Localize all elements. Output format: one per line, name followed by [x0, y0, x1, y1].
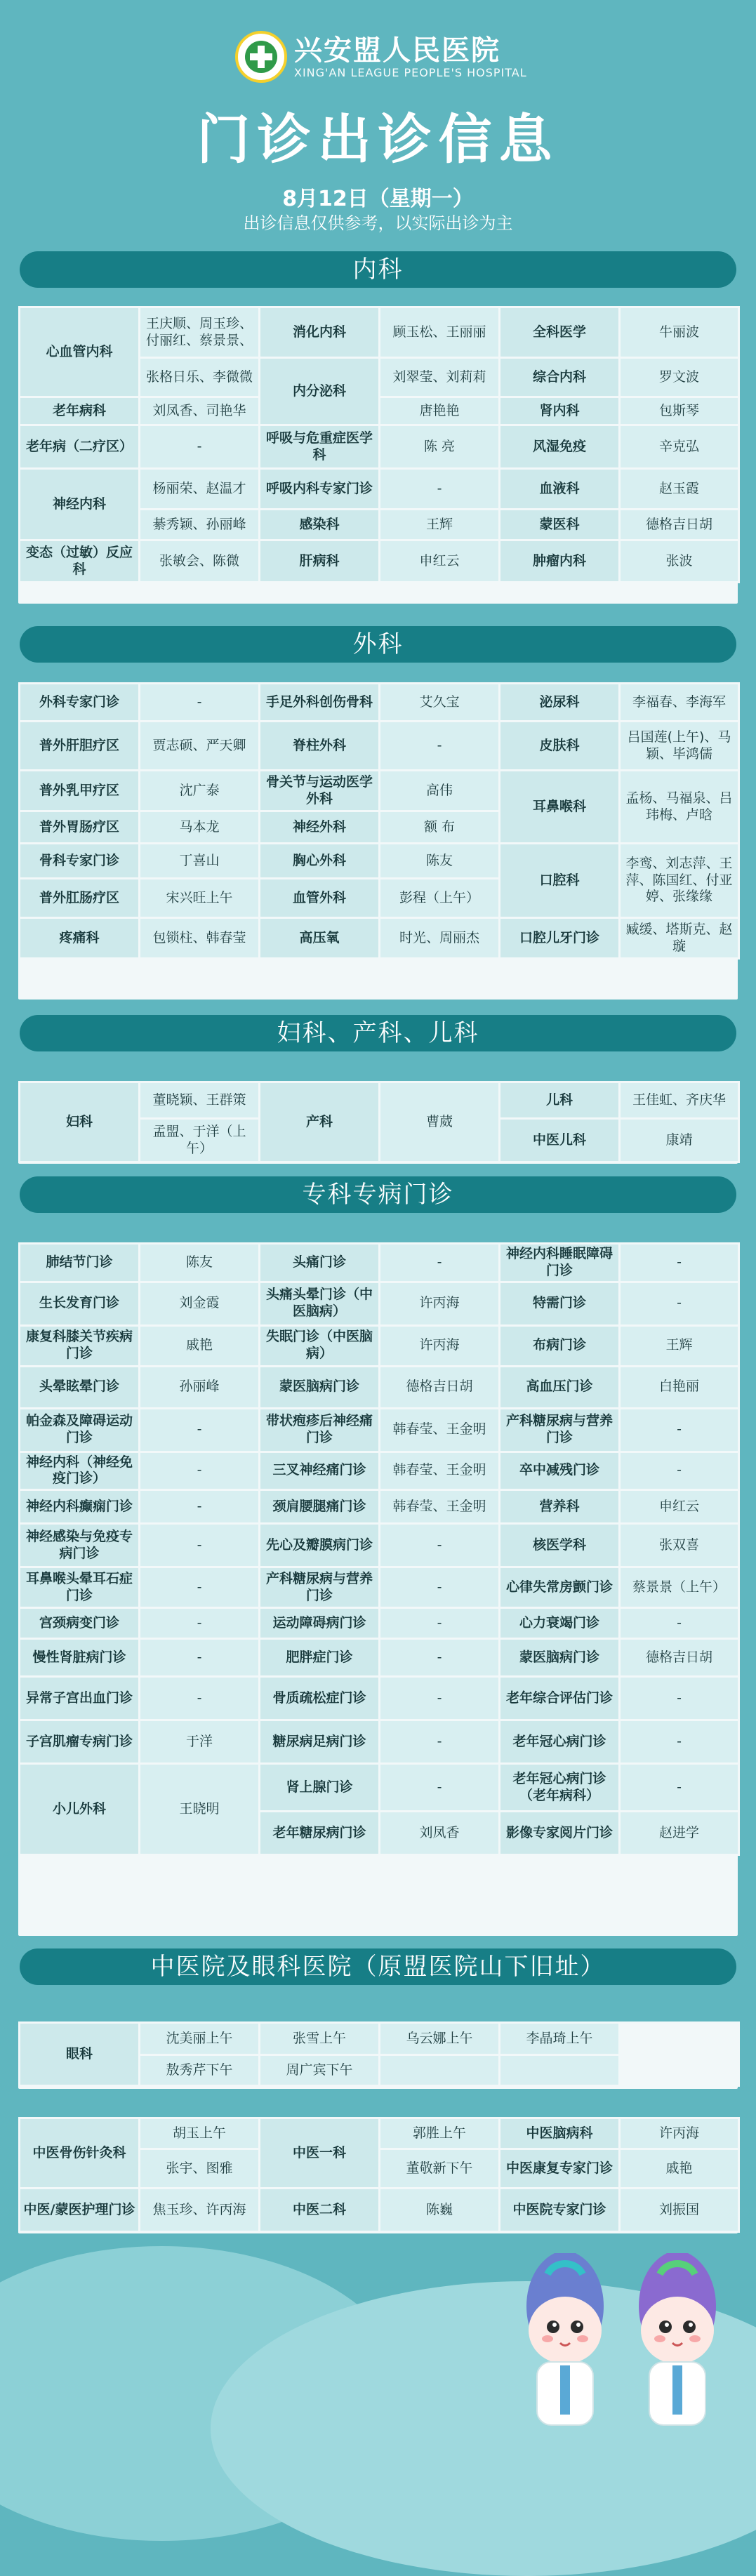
doctor-geriatrics: 刘凤香、司艳华: [140, 397, 260, 425]
specialty-clinic: 产科糖尿病与营养门诊: [260, 1567, 380, 1608]
doctor-gi: 马本龙: [140, 811, 260, 844]
specialty-clinic: 异常子宫出血门诊: [20, 1677, 140, 1720]
specialty-row: [20, 1452, 739, 1490]
specialty-clinic: 慢性肾脏病门诊: [20, 1639, 140, 1677]
specialty-doctor: -: [140, 1567, 260, 1608]
doctor-rehab-expert: 戚艳: [620, 2149, 739, 2189]
specialty-doctor: 刘金霞: [140, 1282, 260, 1325]
doctor-tcm-expert: 刘振国: [620, 2189, 739, 2232]
hospital-logo-icon: [235, 31, 287, 83]
dept-pain: 疼痛科: [20, 918, 140, 959]
specialty-clinic: 头晕眩晕门诊: [20, 1366, 140, 1408]
specialty-row: [20, 1408, 739, 1452]
dept-eye: 眼科: [20, 2023, 140, 2086]
dept-breast: 普外乳甲疗区: [20, 771, 140, 811]
doctor-hema: 赵玉霞: [620, 469, 739, 510]
doctor-general: 牛丽波: [620, 307, 739, 358]
specialty-clinic: 产科糖尿病与营养门诊: [500, 1408, 620, 1452]
doctor-breast: 沈广泰: [140, 771, 260, 811]
doctor-liver: 贾志硕、严天卿: [140, 722, 260, 771]
surgery-panel: [18, 682, 738, 1000]
specialty-clinic: 子宫肌瘤专病门诊: [20, 1720, 140, 1764]
specialty-doctor: -: [380, 1677, 500, 1720]
obgyn-panel: [18, 1081, 738, 1164]
dept-general: 全科医学: [500, 307, 620, 358]
doctor-infect: 王辉: [380, 510, 500, 540]
specialty-clinic: 心律失常房颤门诊: [500, 1567, 620, 1608]
specialty-clinic: 卒中减残门诊: [500, 1452, 620, 1490]
specialty-doctor: 陈友: [140, 1244, 260, 1282]
specialty-doctor: 德格吉日胡: [620, 1639, 739, 1677]
doctor-respiratory: 陈 亮: [380, 425, 500, 469]
dept-allergy: 变态（过敏）反应科: [20, 540, 140, 583]
specialty-clinic: 神经内科癫痫门诊: [20, 1490, 140, 1524]
specialty-doctor: 白艳丽: [620, 1366, 739, 1408]
specialty-row: [20, 1677, 739, 1720]
doctor-anal: 宋兴旺上午: [140, 879, 260, 918]
specialty-doctor: -: [620, 1408, 739, 1452]
specialty-doctor: -: [380, 1639, 500, 1677]
dept-ped: 儿科: [500, 1082, 620, 1119]
specialty-doctor: -: [380, 1524, 500, 1567]
doctor-tcm-1-2: 董敬新下午: [380, 2149, 500, 2189]
dept-liver: 普外肝胆疗区: [20, 722, 140, 771]
specialty-row: [20, 1639, 739, 1677]
specialty-doctor: 蔡景景（上午）: [620, 1567, 739, 1608]
doctor-resp-expert: -: [380, 469, 500, 510]
dept-tcm-2: 中医二科: [260, 2189, 380, 2232]
dept-tcm-ped: 中医儿科: [500, 1119, 620, 1162]
specialty-doctor: -: [140, 1452, 260, 1490]
section-internal-medicine: 内科: [20, 251, 736, 288]
doctor-ped: 王佳虹、齐庆华: [620, 1082, 739, 1119]
dept-spine: 脊柱外科: [260, 722, 380, 771]
specialty-doctor: -: [620, 1720, 739, 1764]
doctor-neurosurg: 额 布: [380, 811, 500, 844]
specialty-doctor: -: [380, 1608, 500, 1639]
doctor-oral: 李鸾、刘志萍、王萍、陈国红、付亚婷、张缘缘: [620, 844, 739, 918]
doctor-tcm-bone-2: 张宇、图雅: [140, 2149, 260, 2189]
doctor-hbo: 时光、周丽杰: [380, 918, 500, 959]
specialty-clinic: 老年冠心病门诊: [500, 1720, 620, 1764]
dept-tcm-1: 中医一科: [260, 2118, 380, 2189]
section-tcm-eye: 中医院及眼科医院（原盟医院山下旧址）: [20, 1948, 736, 1985]
specialty-clinic: 神经感染与免疫专病门诊: [20, 1524, 140, 1567]
specialty-clinic: 康复科膝关节疾病门诊: [20, 1325, 140, 1366]
dept-derm: 皮肤科: [500, 722, 620, 771]
specialty-doctor: -: [140, 1608, 260, 1639]
tcm-table: [18, 2117, 740, 2233]
dept-implant: 口腔儿牙门诊: [500, 918, 620, 959]
dept-gastro: 消化内科: [260, 307, 380, 358]
dept-peds-surg: 小儿外科: [20, 1764, 140, 1855]
specialty-clinic: 核医学科: [500, 1524, 620, 1567]
section-surgery: 外科: [20, 626, 736, 663]
dept-neurosurg: 神经外科: [260, 811, 380, 844]
doctor-combined: 罗文波: [620, 358, 739, 397]
dept-vasc: 血管外科: [260, 879, 380, 918]
doctor-nephro: 包斯琴: [620, 397, 739, 425]
doctor-tcm-bone-1: 胡玉上午: [140, 2118, 260, 2149]
doctor-surg-expert: -: [140, 684, 260, 722]
dept-resp-expert: 呼吸内科专家门诊: [260, 469, 380, 510]
specialty-doctor: 许丙海: [380, 1325, 500, 1366]
dept-cardio: 心血管内科: [20, 307, 140, 397]
specialty-clinic: 糖尿病足病门诊: [260, 1720, 380, 1764]
specialty-doctor: -: [620, 1452, 739, 1490]
doctor-vasc: 彭程（上午）: [380, 879, 500, 918]
specialty-doctor: -: [140, 1408, 260, 1452]
hospital-name: 兴安盟人民医院: [294, 34, 500, 67]
eye-table: [18, 2021, 740, 2087]
doctor-implant: 臧缓、塔斯克、赵璇: [620, 918, 739, 959]
doctor-tcm-2: 陈巍: [380, 2189, 500, 2232]
dept-geri-dm: 老年糖尿病门诊: [260, 1812, 380, 1855]
section-obgyn-peds: 妇科、产科、儿科: [20, 1015, 736, 1051]
dept-respiratory: 呼吸与危重症医学科: [260, 425, 380, 469]
doctor-hand: 艾久宝: [380, 684, 500, 722]
specialty-clinic: 生长发育门诊: [20, 1282, 140, 1325]
specialty-doctor: -: [620, 1244, 739, 1282]
dept-gyn: 妇科: [20, 1082, 140, 1162]
doctor-neuro-1: 杨丽荣、赵温才: [140, 469, 260, 510]
specialty-doctor: -: [620, 1608, 739, 1639]
doctor-ent: 孟杨、马福泉、吕玮梅、卢晗: [620, 771, 739, 844]
dept-hepat: 肝病科: [260, 540, 380, 583]
surgery-table: [18, 682, 740, 960]
specialty-clinic: 头痛门诊: [260, 1244, 380, 1282]
dept-neuro: 神经内科: [20, 469, 140, 540]
specialty-clinic: 运动障碍病门诊: [260, 1608, 380, 1639]
section-specialty: 专科专病门诊: [20, 1176, 736, 1213]
doctor-uro: 李福春、李海军: [620, 684, 739, 722]
dept-infect: 感染科: [260, 510, 380, 540]
specialty-panel: [18, 1242, 738, 1936]
dept-geriatrics: 老年病科: [20, 397, 140, 425]
doctor-cardio-1: 王庆顺、周玉珍、付丽红、蔡景景、: [140, 307, 260, 358]
specialty-clinic: 头痛头晕门诊（中医脑病）: [260, 1282, 380, 1325]
doctor-rheum: 辛克弘: [620, 425, 739, 469]
doctor-eye-1: 沈美丽上午: [140, 2023, 260, 2055]
specialty-doctor: -: [380, 1567, 500, 1608]
doctor-eye-3: 乌云娜上午: [380, 2023, 500, 2055]
specialty-table: [18, 1242, 740, 1856]
dept-surg-expert: 外科专家门诊: [20, 684, 140, 722]
doctor-eye-6: 周广宾下午: [260, 2055, 380, 2086]
tcm-panel: [18, 2117, 738, 2233]
dept-tcm-expert: 中医院专家门诊: [500, 2189, 620, 2232]
page-title: 门诊出诊信息: [197, 108, 559, 171]
specialty-clinic: 高血压门诊: [500, 1366, 620, 1408]
dept-onco: 肿瘤内科: [500, 540, 620, 583]
dept-rheum: 风湿免疫: [500, 425, 620, 469]
doctor-spine: -: [380, 722, 500, 771]
doctor-geriatrics-2: -: [140, 425, 260, 469]
specialty-doctor: -: [140, 1639, 260, 1677]
specialty-clinic: 肥胖症门诊: [260, 1639, 380, 1677]
doctor-gastro: 顾玉松、王丽丽: [380, 307, 500, 358]
dept-geri-cad: 老年冠心病门诊（老年病科）: [500, 1764, 620, 1812]
specialty-clinic: 营养科: [500, 1490, 620, 1524]
dept-mongol: 蒙医科: [500, 510, 620, 540]
hospital-name-en: XING'AN LEAGUE PEOPLE'S HOSPITAL: [294, 66, 527, 79]
doctor-pain: 包锁柱、韩春莹: [140, 918, 260, 959]
dept-ortho-expert: 骨科专家门诊: [20, 844, 140, 879]
dept-imaging: 影像专家阅片门诊: [500, 1812, 620, 1855]
doctor-nursing: 焦玉珍、许丙海: [140, 2189, 260, 2232]
dept-oral: 口腔科: [500, 844, 620, 918]
specialty-doctor: -: [380, 1244, 500, 1282]
doctor-geri-cad: -: [620, 1764, 739, 1812]
empty-cell: [380, 2055, 500, 2086]
specialty-clinic: 蒙医脑病门诊: [260, 1366, 380, 1408]
empty-cell: [500, 2055, 620, 2086]
specialty-clinic: 特需门诊: [500, 1282, 620, 1325]
specialty-doctor: -: [620, 1677, 739, 1720]
specialty-doctor: 王辉: [620, 1325, 739, 1366]
obgyn-table: [18, 1081, 740, 1163]
dept-geriatrics-2: 老年病（二疗区）: [20, 425, 140, 469]
specialty-clinic: 先心及瓣膜病门诊: [260, 1524, 380, 1567]
hospital-brand: [235, 28, 530, 84]
dept-rehab-expert: 中医康复专家门诊: [500, 2149, 620, 2189]
dept-hema: 血液科: [500, 469, 620, 510]
doctor-eye-2: 张雪上午: [260, 2023, 380, 2055]
specialty-doctor: 韩春莹、王金明: [380, 1452, 500, 1490]
dept-tcm-bone: 中医骨伤针灸科: [20, 2118, 140, 2189]
doctor-allergy: 张敏会、陈微: [140, 540, 260, 583]
internal-medicine-panel: [18, 306, 738, 604]
dept-obs: 产科: [260, 1082, 380, 1162]
dept-combined: 综合内科: [500, 358, 620, 397]
doctor-gyn-1: 董晓颖、王群策: [140, 1082, 260, 1119]
doctor-imaging: 赵进学: [620, 1812, 739, 1855]
specialty-clinic: 布病门诊: [500, 1325, 620, 1366]
dept-hbo: 高压氧: [260, 918, 380, 959]
specialty-doctor: -: [620, 1282, 739, 1325]
doctor-eye-4: 李晶琦上午: [500, 2023, 620, 2055]
specialty-doctor: 德格吉日胡: [380, 1366, 500, 1408]
specialty-doctor: 戚艳: [140, 1325, 260, 1366]
specialty-clinic: 带状疱疹后神经痛门诊: [260, 1408, 380, 1452]
specialty-doctor: 许丙海: [380, 1282, 500, 1325]
doctor-eye-5: 敖秀芹下午: [140, 2055, 260, 2086]
dept-gi: 普外胃肠疗区: [20, 811, 140, 844]
doctor-thorac: 陈友: [380, 844, 500, 879]
mascot-illustration: [505, 2225, 744, 2436]
specialty-doctor: -: [140, 1490, 260, 1524]
specialty-clinic: 神经内科（神经免疫门诊）: [20, 1452, 140, 1490]
eye-panel: [18, 2021, 738, 2089]
doctor-tcm-brain: 许丙海: [620, 2118, 739, 2149]
doctor-neuro-2: 綦秀颖、孙丽峰: [140, 510, 260, 540]
specialty-doctor: -: [140, 1524, 260, 1567]
specialty-row: [20, 1325, 739, 1366]
specialty-clinic: 骨质疏松症门诊: [260, 1677, 380, 1720]
empty-cell: [620, 2055, 739, 2086]
specialty-row: [20, 1490, 739, 1524]
dept-nursing: 中医/蒙医护理门诊: [20, 2189, 140, 2232]
specialty-row: [20, 1282, 739, 1325]
specialty-clinic: 宫颈病变门诊: [20, 1608, 140, 1639]
specialty-row: [20, 1524, 739, 1567]
schedule-notice: 出诊信息仅供参考，以实际出诊为主: [243, 213, 513, 233]
dept-anal: 普外肛肠疗区: [20, 879, 140, 918]
dept-ent: 耳鼻喉科: [500, 771, 620, 844]
doctor-endo-1: 刘翠莹、刘莉莉: [380, 358, 500, 397]
dept-hand: 手足外科创伤骨科: [260, 684, 380, 722]
specialty-doctor: -: [140, 1677, 260, 1720]
specialty-clinic: 颈肩腰腿痛门诊: [260, 1490, 380, 1524]
specialty-clinic: 蒙医脑病门诊: [500, 1639, 620, 1677]
doctor-adrenal: -: [380, 1764, 500, 1812]
doctor-endo-2: 唐艳艳: [380, 397, 500, 425]
specialty-doctor: -: [380, 1720, 500, 1764]
specialty-clinic: 肺结节门诊: [20, 1244, 140, 1282]
doctor-obs: 曹葳: [380, 1082, 500, 1162]
specialty-row: [20, 1366, 739, 1408]
doctor-ortho-expert: 丁喜山: [140, 844, 260, 879]
specialty-row: [20, 1567, 739, 1608]
specialty-clinic: 失眠门诊（中医脑病）: [260, 1325, 380, 1366]
dept-nephro: 肾内科: [500, 397, 620, 425]
specialty-doctor: 张双喜: [620, 1524, 739, 1567]
specialty-row: [20, 1608, 739, 1639]
poster-header: [0, 0, 756, 239]
mascot-right: [639, 2253, 716, 2425]
doctor-geri-dm: 刘凤香: [380, 1812, 500, 1855]
doctor-mongol: 德格吉日胡: [620, 510, 739, 540]
specialty-doctor: 于洋: [140, 1720, 260, 1764]
specialty-clinic: 三叉神经痛门诊: [260, 1452, 380, 1490]
doctor-gyn-2: 孟盟、于洋（上午）: [140, 1119, 260, 1162]
doctor-derm: 吕国莲(上午)、马颖、毕鸿儒: [620, 722, 739, 771]
doctor-onco: 张波: [620, 540, 739, 583]
schedule-date: 8月12日（星期一）: [282, 187, 474, 211]
doctor-tcm-1-1: 郭胜上午: [380, 2118, 500, 2149]
mascot-left: [526, 2253, 604, 2425]
dept-thorac: 胸心外科: [260, 844, 380, 879]
dept-endo: 内分泌科: [260, 358, 380, 425]
dept-joint: 骨关节与运动医学外科: [260, 771, 380, 811]
dept-tcm-brain: 中医脑病科: [500, 2118, 620, 2149]
specialty-doctor: 韩春莹、王金明: [380, 1408, 500, 1452]
internal-medicine-table: [18, 306, 740, 583]
specialty-doctor: 韩春莹、王金明: [380, 1490, 500, 1524]
doctor-peds-surg: 王晓明: [140, 1764, 260, 1855]
specialty-row: [20, 1720, 739, 1764]
specialty-clinic: 心力衰竭门诊: [500, 1608, 620, 1639]
dept-uro: 泌尿科: [500, 684, 620, 722]
specialty-clinic: 耳鼻喉头晕耳石症门诊: [20, 1567, 140, 1608]
empty-cell: [620, 2023, 739, 2055]
specialty-row: [20, 1244, 739, 1282]
doctor-tcm-ped: 康靖: [620, 1119, 739, 1162]
specialty-doctor: 孙丽峰: [140, 1366, 260, 1408]
doctor-hepat: 申红云: [380, 540, 500, 583]
doctor-joint: 高伟: [380, 771, 500, 811]
specialty-clinic: 老年综合评估门诊: [500, 1677, 620, 1720]
specialty-clinic: 神经内科睡眠障碍门诊: [500, 1244, 620, 1282]
specialty-doctor: 申红云: [620, 1490, 739, 1524]
doctor-cardio-2: 张格日乐、李微微: [140, 358, 260, 397]
dept-adrenal: 肾上腺门诊: [260, 1764, 380, 1812]
specialty-clinic: 帕金森及障碍运动门诊: [20, 1408, 140, 1452]
